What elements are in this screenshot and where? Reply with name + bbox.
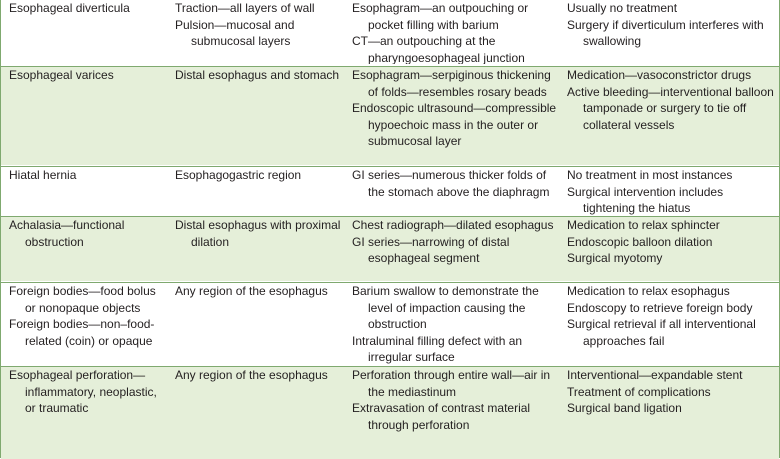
treatment-text: Surgical band ligation [567,401,682,416]
condition-text: Esophageal varices [9,68,114,82]
condition-cell [9,0,167,17]
treatment-text: Surgical retrieval if all interventional approaches fail [567,317,756,348]
imaging-cell [352,0,560,64]
table-row [1,0,779,64]
treatment-cell [567,167,775,215]
imaging-cell [352,283,560,365]
treatment-text: Treatment of complications [567,384,711,399]
imaging-text: Intraluminal filling defect with an irregular surface [352,333,523,365]
table-row [1,282,779,365]
location-cell [175,217,345,250]
imaging-text: Extravasation of contrast material through perforation [352,401,531,432]
treatment-cell [567,0,775,50]
condition-text: Foreign bodies—food bolus or nonopaque objects [9,284,156,315]
condition-text: Esophageal perforation—inflammatory, neoplastic, or traumatic [9,368,157,416]
treatment-cell [567,283,775,349]
table-row [1,166,779,215]
condition-cell [9,283,167,349]
treatment-text: No treatment in most instances [567,168,733,182]
location-cell [175,67,345,84]
condition-cell [9,67,167,84]
location-text: Any region of the esophagus [175,368,328,382]
location-text: Distal esophagus with proximal dilation [175,218,341,249]
treatment-text: Endoscopic balloon dilation [567,234,713,249]
location-cell [175,0,345,50]
table-row [1,216,779,281]
location-text: Any region of the esophagus [175,284,328,298]
imaging-text: GI series—narrowing of distal esophageal segment [352,234,510,266]
imaging-text: Perforation through entire wall—air in the mediastinum [352,368,551,399]
location-text: Pulsion—mucosal and submucosal layers [175,17,295,49]
treatment-text: Medication to relax sphincter [567,218,720,232]
location-text: Esophagogastric region [175,168,302,182]
imaging-text: Esophagram—serpiginous thickening of folds—resembles rosary beads [352,68,551,99]
treatment-text: Surgical intervention includes tightening the hiatus [567,184,724,215]
condition-cell [9,367,167,417]
condition-text: Esophageal diverticula [9,1,130,15]
treatment-text: Surgery if diverticulum interferes with swallowing [567,17,764,49]
treatment-text: Active bleeding—interventional balloon tamponade or surgery to tie off collateral vessels [567,84,774,132]
location-cell [175,283,345,300]
table-row [1,366,779,459]
imaging-cell [352,67,560,150]
treatment-cell [567,217,775,267]
treatment-cell [567,67,775,133]
condition-text: Hiatal hernia [9,168,77,182]
imaging-cell [352,367,560,433]
imaging-text: Endoscopic ultrasound—compressible hypoechoic mass in the outer or submucosal layer [352,101,557,149]
treatment-text: Interventional—expandable stent [567,368,743,382]
treatment-text: Usually no treatment [567,1,678,15]
location-text: Traction—all layers of wall [175,1,315,15]
treatment-text: Surgical myotomy [567,251,663,266]
imaging-text: CT—an outpouching at the pharyngoesophageal junction [352,34,525,64]
location-cell [175,367,345,384]
imaging-text: GI series—numerous thicker folds of the stomach above the diaphragm [352,168,550,199]
treatment-text: Medication—vasoconstrictor drugs [567,68,752,82]
treatment-text: Medication to relax esophagus [567,284,730,298]
imaging-cell [352,167,560,200]
condition-cell [9,217,167,250]
condition-text: Foreign bodies—non–food-related (coin) or opaque [9,317,155,348]
location-cell [175,167,345,184]
imaging-text: Chest radiograph—dilated esophagus [352,218,554,232]
imaging-text: Esophagram—an outpouching or pocket filling with barium [352,1,529,32]
imaging-text: Barium swallow to demonstrate the level of impaction causing the obstruction [352,284,539,332]
condition-cell [9,167,167,184]
imaging-cell [352,217,560,267]
location-text: Distal esophagus and stomach [175,68,340,82]
condition-text: Achalasia—functional obstruction [9,218,125,249]
treatment-cell [567,367,775,417]
table-row [1,66,779,165]
treatment-text: Endoscopy to retrieve foreign body [567,300,753,315]
